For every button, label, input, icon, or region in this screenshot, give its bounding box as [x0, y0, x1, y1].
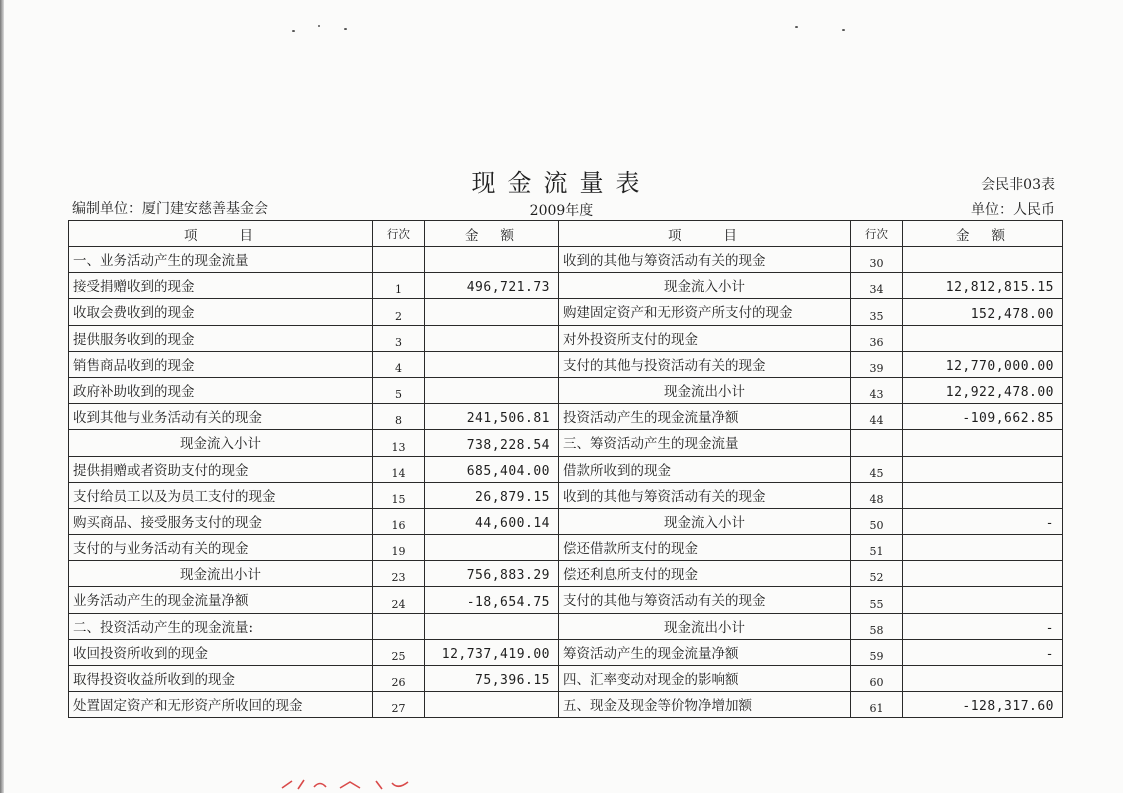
left-item-label: 政府补助收到的现金	[69, 377, 373, 403]
fiscal-year: 2009年度	[529, 203, 594, 219]
right-amount: -128,317.60	[903, 692, 1063, 718]
left-item-label: 一、业务活动产生的现金流量	[69, 247, 373, 273]
right-line-number: 34	[851, 273, 903, 299]
organization-label: 编制单位：厦门建安慈善基金会	[72, 201, 268, 217]
left-item-label: 提供服务收到的现金	[69, 325, 373, 351]
header-item: 项目	[69, 221, 373, 247]
left-line-number: 3	[373, 325, 425, 351]
right-item-label: 筹资活动产生的现金流量净额	[559, 639, 851, 665]
right-line-number: 55	[851, 587, 903, 613]
right-amount	[903, 456, 1063, 482]
left-item-label: 现金流出小计	[69, 561, 373, 587]
left-line-number: 8	[373, 404, 425, 430]
right-item-label: 现金流入小计	[559, 273, 851, 299]
right-item-label: 偿还借款所支付的现金	[559, 535, 851, 561]
table-row	[69, 273, 1063, 299]
left-amount: 26,879.15	[425, 482, 559, 508]
table-row	[69, 351, 1063, 377]
left-line-number: 4	[373, 351, 425, 377]
document-title: 现金流量表	[471, 169, 652, 197]
left-item-label: 收取会费收到的现金	[69, 299, 373, 325]
right-item-label: 现金流入小计	[559, 508, 851, 534]
table-row	[69, 561, 1063, 587]
right-item-label: 三、筹资活动产生的现金流量	[559, 430, 851, 456]
right-item-label: 现金流出小计	[559, 377, 851, 403]
left-line-number: 2	[373, 299, 425, 325]
right-line-number: 36	[851, 325, 903, 351]
right-amount	[903, 247, 1063, 273]
right-line-number: 59	[851, 639, 903, 665]
right-amount: 12,812,815.15	[903, 273, 1063, 299]
left-amount	[425, 613, 559, 639]
right-item-label: 偿还利息所支付的现金	[559, 561, 851, 587]
left-amount: 756,883.29	[425, 561, 559, 587]
scan-speck	[344, 28, 347, 30]
left-line-number: 24	[373, 587, 425, 613]
right-amount	[903, 430, 1063, 456]
left-item-label: 现金流入小计	[69, 430, 373, 456]
right-line-number: 44	[851, 404, 903, 430]
left-line-number	[373, 247, 425, 273]
right-amount	[903, 587, 1063, 613]
left-amount: 738,228.54	[425, 430, 559, 456]
form-code: 会民非03表	[981, 177, 1055, 193]
right-item-label: 支付的其他与筹资活动有关的现金	[559, 587, 851, 613]
table-row	[69, 430, 1063, 456]
left-amount	[425, 351, 559, 377]
right-line-number: 61	[851, 692, 903, 718]
left-item-label: 购买商品、接受服务支付的现金	[69, 508, 373, 534]
left-item-label: 处置固定资产和无形资产所收回的现金	[69, 692, 373, 718]
table-row	[69, 299, 1063, 325]
left-item-label: 收回投资所收到的现金	[69, 639, 373, 665]
table-row	[69, 247, 1063, 273]
left-item-label: 取得投资收益所收到的现金	[69, 666, 373, 692]
table-row	[69, 535, 1063, 561]
scan-speck	[318, 25, 320, 27]
left-amount: 685,404.00	[425, 456, 559, 482]
right-amount: -109,662.85	[903, 404, 1063, 430]
left-line-number: 1	[373, 273, 425, 299]
scan-speck	[795, 26, 798, 28]
right-amount: -	[903, 508, 1063, 534]
header-line-no: 行次	[373, 221, 425, 247]
left-item-label: 二、投资活动产生的现金流量:	[69, 613, 373, 639]
left-amount: 496,721.73	[425, 273, 559, 299]
right-amount: -	[903, 613, 1063, 639]
header-line-no: 行次	[851, 221, 903, 247]
right-amount	[903, 325, 1063, 351]
left-item-label: 收到其他与业务活动有关的现金	[69, 404, 373, 430]
left-amount	[425, 325, 559, 351]
left-item-label: 提供捐赠或者资助支付的现金	[69, 456, 373, 482]
left-item-label: 支付给员工以及为员工支付的现金	[69, 482, 373, 508]
scan-speck	[842, 29, 845, 31]
left-amount: -18,654.75	[425, 587, 559, 613]
right-line-number: 35	[851, 299, 903, 325]
right-amount	[903, 561, 1063, 587]
right-item-label: 收到的其他与筹资活动有关的现金	[559, 247, 851, 273]
right-line-number: 52	[851, 561, 903, 587]
right-line-number: 60	[851, 666, 903, 692]
left-line-number: 5	[373, 377, 425, 403]
table-row	[69, 482, 1063, 508]
table-row	[69, 377, 1063, 403]
currency-unit: 单位：人民币	[971, 202, 1055, 218]
header-amount: 金额	[425, 221, 559, 247]
left-line-number: 26	[373, 666, 425, 692]
header-item: 项目	[559, 221, 851, 247]
left-amount	[425, 247, 559, 273]
right-line-number	[851, 430, 903, 456]
right-item-label: 现金流出小计	[559, 613, 851, 639]
left-item-label: 接受捐赠收到的现金	[69, 273, 373, 299]
cash-flow-table	[68, 220, 1063, 718]
red-stamp-fragment	[280, 778, 430, 790]
table-row	[69, 639, 1063, 665]
right-line-number: 30	[851, 247, 903, 273]
right-amount: -	[903, 639, 1063, 665]
right-amount: 12,770,000.00	[903, 351, 1063, 377]
right-line-number: 51	[851, 535, 903, 561]
left-amount	[425, 377, 559, 403]
right-line-number: 50	[851, 508, 903, 534]
right-amount	[903, 482, 1063, 508]
left-line-number	[373, 613, 425, 639]
left-amount	[425, 299, 559, 325]
left-line-number: 25	[373, 639, 425, 665]
right-line-number: 58	[851, 613, 903, 639]
left-amount: 241,506.81	[425, 404, 559, 430]
table-row	[69, 404, 1063, 430]
left-line-number: 14	[373, 456, 425, 482]
table-row	[69, 325, 1063, 351]
right-item-label: 支付的其他与投资活动有关的现金	[559, 351, 851, 377]
table-row	[69, 613, 1063, 639]
right-item-label: 四、汇率变动对现金的影响额	[559, 666, 851, 692]
left-line-number: 19	[373, 535, 425, 561]
table-row	[69, 456, 1063, 482]
table-row	[69, 692, 1063, 718]
left-line-number: 15	[373, 482, 425, 508]
stamp-fragment-icon	[280, 778, 430, 790]
table-row	[69, 666, 1063, 692]
left-line-number: 16	[373, 508, 425, 534]
header-amount: 金额	[903, 221, 1063, 247]
right-amount	[903, 666, 1063, 692]
left-amount	[425, 692, 559, 718]
right-line-number: 45	[851, 456, 903, 482]
table-header-row	[69, 221, 1063, 247]
left-line-number: 13	[373, 430, 425, 456]
left-amount	[425, 535, 559, 561]
right-amount: 152,478.00	[903, 299, 1063, 325]
table-row	[69, 587, 1063, 613]
right-item-label: 对外投资所支付的现金	[559, 325, 851, 351]
right-line-number: 43	[851, 377, 903, 403]
left-amount: 12,737,419.00	[425, 639, 559, 665]
right-item-label: 购建固定资产和无形资产所支付的现金	[559, 299, 851, 325]
right-item-label: 投资活动产生的现金流量净额	[559, 404, 851, 430]
right-item-label: 借款所收到的现金	[559, 456, 851, 482]
left-item-label: 业务活动产生的现金流量净额	[69, 587, 373, 613]
right-amount: 12,922,478.00	[903, 377, 1063, 403]
left-amount: 44,600.14	[425, 508, 559, 534]
left-line-number: 23	[373, 561, 425, 587]
right-amount	[903, 535, 1063, 561]
right-item-label: 五、现金及现金等价物净增加额	[559, 692, 851, 718]
right-line-number: 39	[851, 351, 903, 377]
left-item-label: 支付的与业务活动有关的现金	[69, 535, 373, 561]
scan-edge	[0, 0, 4, 793]
left-amount: 75,396.15	[425, 666, 559, 692]
right-line-number: 48	[851, 482, 903, 508]
left-item-label: 销售商品收到的现金	[69, 351, 373, 377]
table-row	[69, 508, 1063, 534]
right-item-label: 收到的其他与筹资活动有关的现金	[559, 482, 851, 508]
left-line-number: 27	[373, 692, 425, 718]
scan-speck	[292, 30, 295, 32]
